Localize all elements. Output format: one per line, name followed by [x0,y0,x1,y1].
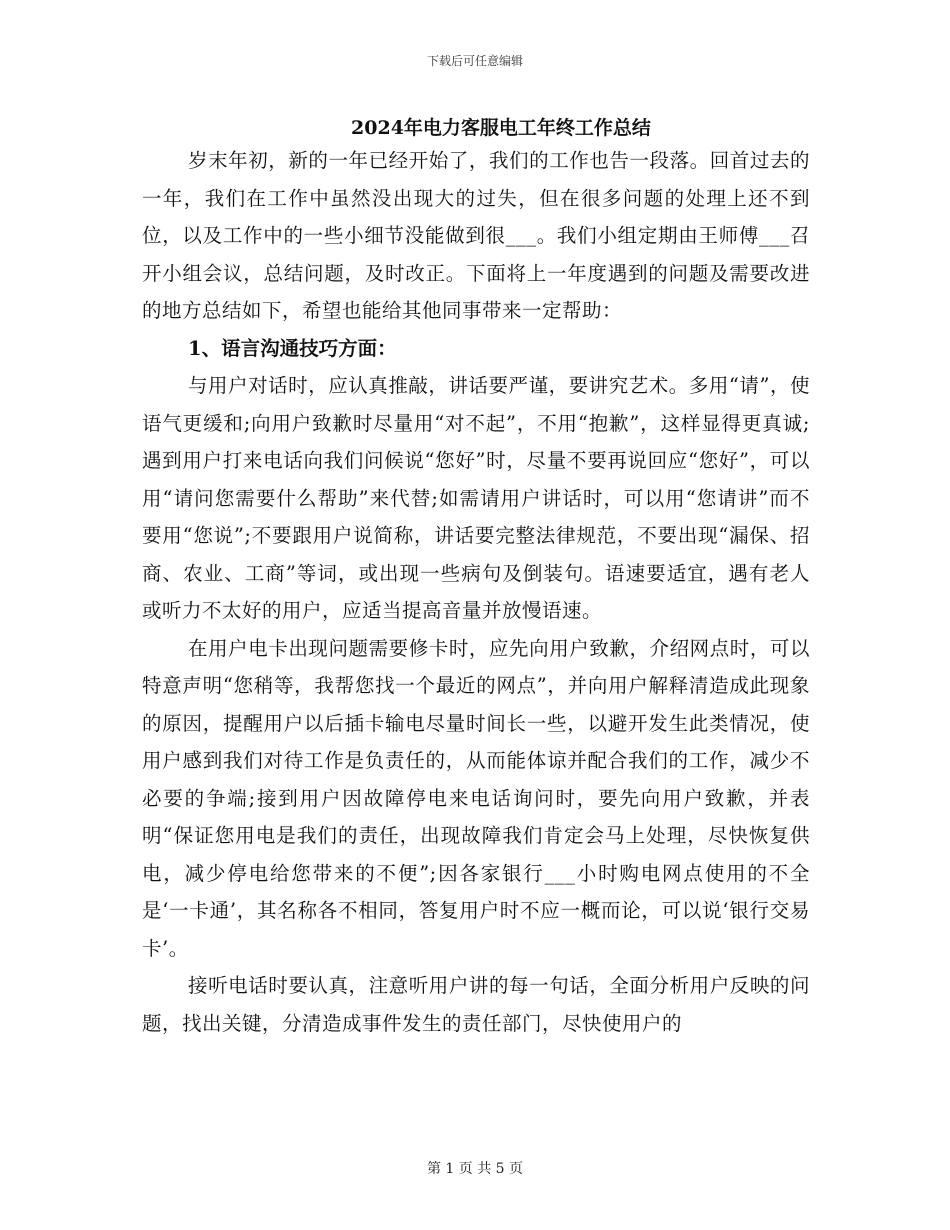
body-paragraph: 与用户对话时，应认真推敲，讲话要严谨，要讲究艺术。多用“请”，使语气更缓和;向用户致歉时尽量用“对不起”，不用“抱歉”，这样显得更真诚;遇到用户打来电话向我们问候说“您好”时，尽量不要再说回应“您好”，可以用“请问您需要什么帮助”来代替;如需请用户讲话时，可以用“您请讲”而不要用“您说”;不要跟用户说简称，讲话要完整法律规范，不要出现“漏保、招商、农业、工商”等词，或出现一些病句及倒装句。语速要适宜，遇有老人或听力不太好的用户，应适当提高音量并放慢语速。 [142,374,810,622]
intro-paragraph: 岁末年初，新的一年已经开始了，我们的工作也告一段落。回首过去的一年，我们在工作中虽然没出现大的过失，但在很多问题的处理上还不到位，以及工作中的一些小细节没能做到很___。我们小组定期由王师傅___召开小组会议，总结问题，及时改正。下面将上一年度遇到的问题及需要改进的地方总结如下，希望也能给其他同事带来一定帮助： [142,149,810,322]
body-paragraph: 在用户电卡出现问题需要修卡时，应先向用户致歉，介绍网点时，可以特意声明“您稍等，我帮您找一个最近的网点”，并向用户解释清造成此现象的原因，提醒用户以后插卡输电尽量时间长一些，以避开发生此类情况，使用户感到我们对待工作是负责任的，从而能体谅并配合我们的工作，减少不必要的争端;接到用户因故障停电来电话询问时，要先向用户致歉，并表明“保证您用电是我们的责任，出现故障我们肯定会马上处理，尽快恢复供电，减少停电给您带来的不便”;因各家银行___小时购电网点使用的不全是‘一卡通’，其名称各不相同，答复用户时不应一概而论，可以说‘银行交易卡’。 [142,636,810,960]
document-body [142,114,810,1042]
body-paragraph: 接听电话时要认真，注意听用户讲的每一句话，全面分析用户反映的问题，找出关键，分清造成事件发生的责任部门，尽快使用户的 [142,974,810,1035]
document-title: 2024年电力客服电工年终工作总结 [351,117,651,139]
page-footer-number: 第 1 页 共 5 页 [426,1161,524,1177]
section-heading: 1、语言沟通技巧方面： [188,336,397,360]
page-header-note: 下载后可任意编辑 [426,54,523,68]
